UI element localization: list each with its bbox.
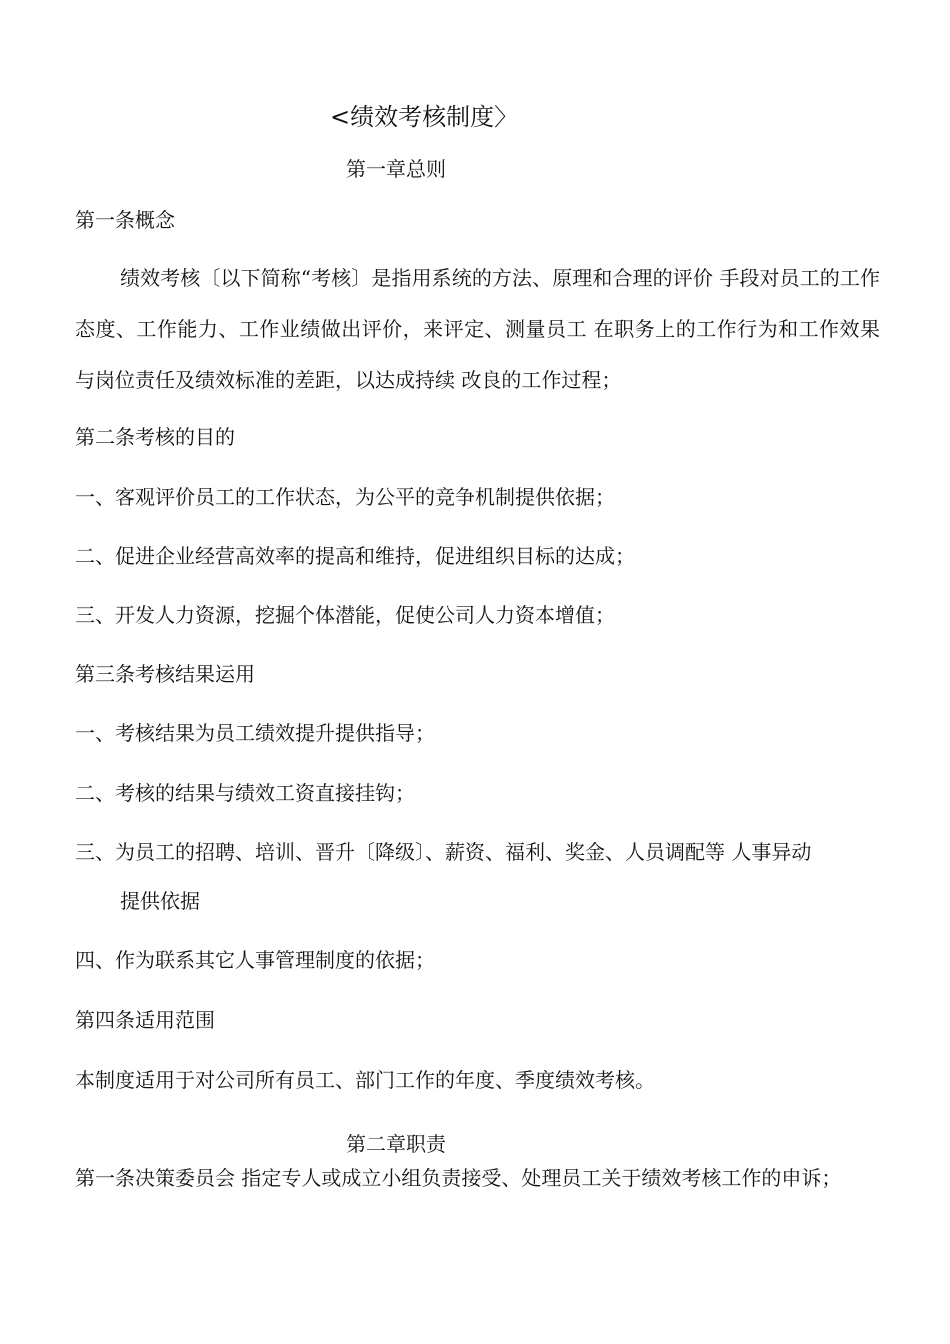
chapter-2-article-1: 第一条决策委员会 指定专人或成立小组负责接受、处理员工关于绩效考核工作的申诉； [75, 1166, 842, 1190]
article-4-body: 本制度适用于对公司所有员工、部门工作的年度、季度绩效考核。 [75, 1068, 655, 1092]
article-2-item-3: 三、开发人力资源，挖掘个体潜能，促使公司人力资本增值； [75, 603, 615, 627]
article-3-item-3-continued: 提供依据 [120, 889, 200, 913]
article-2-item-1: 一、客观评价员工的工作状态，为公平的竞争机制提供依据； [75, 485, 615, 509]
chapter-1-heading: 第一章总则 [346, 157, 446, 181]
chapter-2-heading: 第二章职责 [346, 1132, 446, 1156]
document-title: <绩效考核制度〉 [330, 103, 519, 131]
article-3-item-2: 二、考核的结果与绩效工资直接挂钩； [75, 781, 415, 805]
article-4-heading: 第四条适用范围 [75, 1008, 215, 1032]
article-1-body: 绩效考核〔以下简称“考核〕是指用系统的方法、原理和合理的评价 手段对员工的工作态度、工作能力、工作业绩做出评价，来评定、测量员工 在职务上的工作行为和工作效果与岗位责任及绩效标准的差距，以达成持续 改良的工作过程； [75, 266, 880, 392]
article-2-heading: 第二条考核的目的 [75, 425, 235, 449]
article-1-heading: 第一条概念 [75, 208, 175, 232]
article-3-item-3: 三、为员工的招聘、培训、晋升〔降级〕、薪资、福利、奖金、人员调配等 人事异动 [75, 840, 812, 864]
article-3-item-1: 一、考核结果为员工绩效提升提供指导； [75, 721, 435, 745]
article-3-item-4: 四、作为联系其它人事管理制度的依据； [75, 948, 435, 972]
article-2-item-2: 二、促进企业经营高效率的提高和维持，促进组织目标的达成； [75, 544, 635, 568]
article-3-heading: 第三条考核结果运用 [75, 662, 255, 686]
